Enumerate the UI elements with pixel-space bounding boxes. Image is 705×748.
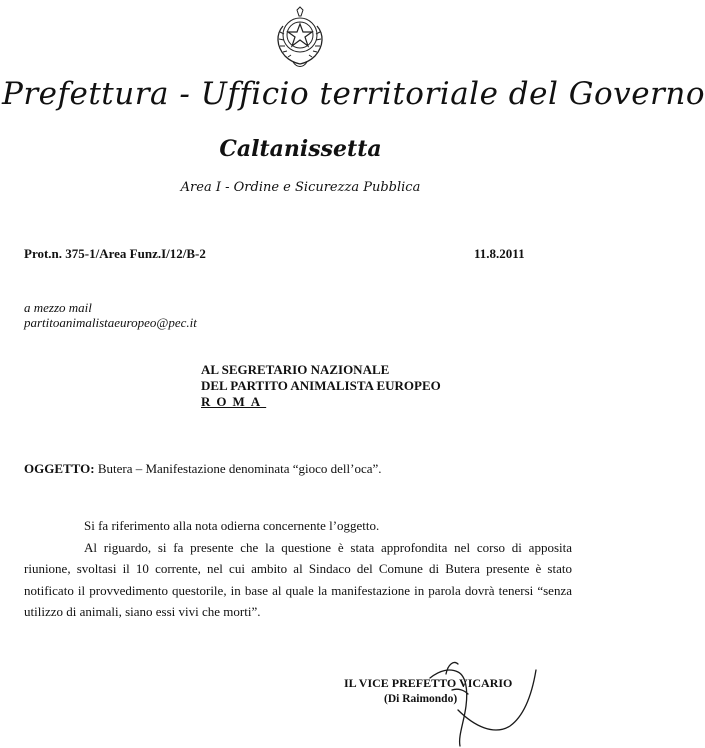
subject-line [24,461,382,477]
handwritten-signature-icon [428,650,548,748]
subject-label: OGGETTO: [24,461,95,476]
protocol-number: Prot.n. 375-1/Area Funz.I/12/B-2 [24,246,206,261]
recipient-line-1: AL SEGRETARIO NAZIONALE [201,362,390,377]
recipient-line-2: DEL PARTITO ANIMALISTA EUROPEO [201,378,441,393]
letter-body [24,515,572,623]
body-paragraph-1: Si fa riferimento alla nota odierna concernente l’oggetto. [84,518,380,533]
delivery-email: partitoanimalistaeuropeo@pec.it [24,315,197,330]
office-area: Area I - Ordine e Sicurezza Pubblica [180,180,421,195]
signatory-name: (Di Raimondo) [384,693,458,705]
office-city: Caltanissetta [219,136,382,162]
delivery-method: a mezzo mail [24,300,92,315]
office-title: Prefettura - Ufficio territoriale del Governo [2,76,705,112]
letter-date: 11.8.2011 [474,246,525,261]
subject-text: Butera – Manifestazione denominata “gioco dell’oca”. [94,461,382,476]
body-paragraph-2: Al riguardo, si fa presente che la questione è stata approfondita nel corso di apposita riunione, svoltasi il 10 corrente, nel cui ambito al Sindaco del Comune di Butera presente è stato notificato il provvedimento questorile, in base al quale la manifestazione in parola dovrà tenersi “senza utilizzo di animali, siano essi vivi che morti”. [24,539,572,620]
delivery-info [24,300,197,330]
signatory-title: IL VICE PREFETTO VICARIO [344,676,513,690]
recipient-city: ROMA [201,394,267,409]
republic-emblem-icon [271,6,329,70]
recipient-block [201,362,441,410]
